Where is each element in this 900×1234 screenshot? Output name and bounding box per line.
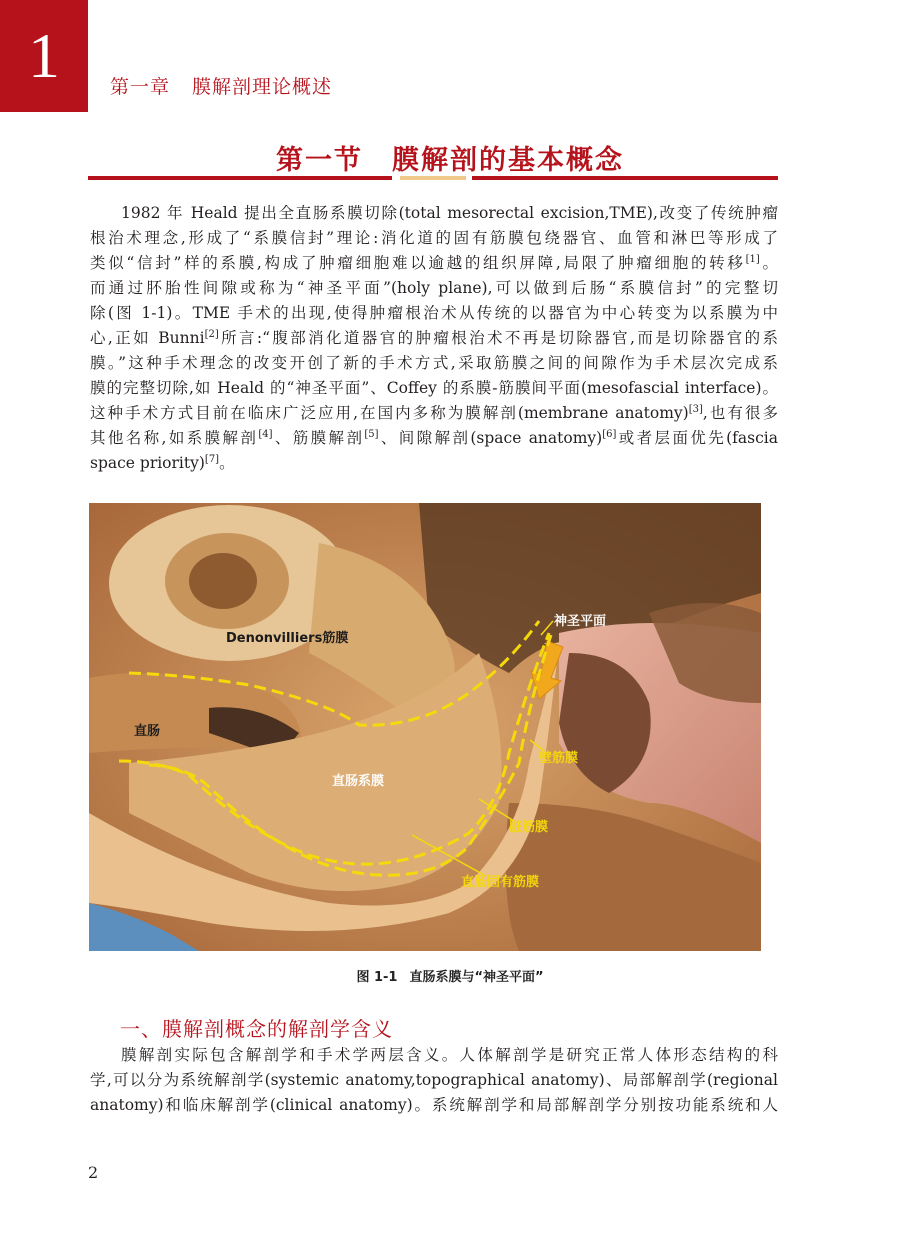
text-line: 学,可以分为系统解剖学(systemic anatomy,topographical anatomy)、局部解剖学(regional <box>90 1071 778 1089</box>
text-line: 膜的完整切除,如 Heald 的“神圣平面”、Coffey 的系膜-筋膜间平面(mesofascial interface)。 <box>90 379 778 397</box>
page-number: 2 <box>88 1163 99 1182</box>
running-header <box>110 72 332 99</box>
anatomy-photo <box>89 503 761 951</box>
subsection-title: 一、膜解剖概念的解剖学含义 <box>120 1017 393 1041</box>
text-line: 类似“信封”样的系膜,构成了肿瘤细胞难以逾越的组织屏障,局限了肿瘤细胞的转移[1]。 <box>90 254 778 272</box>
chapter-number: 1 <box>28 20 60 91</box>
intro-paragraph <box>90 201 778 476</box>
text-line: 而通过肧胎性间隙或称为“神圣平面”(holy plane),可以做到后肠“系膜信封”的完整切 <box>90 279 778 297</box>
chapter-label: 第一章 <box>110 76 171 98</box>
citation: [2] <box>204 329 219 340</box>
label-visceral-fascia: 脏筋膜 <box>509 820 549 835</box>
body-paragraph <box>90 1043 778 1118</box>
figure-caption <box>0 966 900 985</box>
title-rule-accent <box>400 176 466 180</box>
text-line: 心,正如 Bunni[2]所言:“腹部消化道器官的肿瘤根治术不再是切除器官,而是切除器官的系 <box>90 329 778 347</box>
title-rule-left <box>88 176 392 180</box>
chapter-number-badge <box>0 0 88 112</box>
text-line: 1982 年 Heald 提出全直肠系膜切除(total mesorectal excision,TME),改变了传统肿瘤 <box>121 204 778 222</box>
text-line: 其他名称,如系膜解剖[4]、筋膜解剖[5]、间隙解剖(space anatomy)[6]或者层面优先(fascia <box>90 429 778 447</box>
chapter-title: 膜解剖理论概述 <box>192 76 333 98</box>
label-denonvilliers: Denonvilliers筋膜 <box>226 631 349 646</box>
label-rectum: 直肠 <box>134 724 161 739</box>
label-proper-fascia: 直肠固有筋膜 <box>461 875 540 890</box>
text-line: space priority)[7]。 <box>90 454 235 472</box>
text-line: anatomy)和临床解剖学(clinical anatomy)。系统解剖学和局部解剖学分别按功能系统和人 <box>90 1096 778 1114</box>
citation: [3] <box>688 404 703 415</box>
text-line: 除(图 1-1)。TME 手术的出现,使得肿瘤根治术从传统的以器官为中心转变为以系膜为中 <box>90 304 778 322</box>
citation: [1] <box>745 254 760 265</box>
label-parietal-fascia: 壁筋膜 <box>539 751 579 766</box>
label-holy-plane: 神圣平面 <box>554 614 607 629</box>
text-line: 膜。”这种手术理念的改变开创了新的手术方式,采取筋膜之间的间隙作为手术层次完成系 <box>90 354 778 372</box>
section-title: 第一节 膜解剖的基本概念 <box>276 145 624 176</box>
citation: [4] <box>258 429 273 440</box>
text-line: 根治术理念,形成了“系膜信封”理论:消化道的固有筋膜包绕器官、血管和淋巴等形成了 <box>90 229 778 247</box>
text-line: 这种手术方式目前在临床广泛应用,在国内多称为膜解剖(membrane anatomy)[3],也有很多 <box>90 404 778 422</box>
citation: [6] <box>602 429 617 440</box>
citation: [5] <box>364 429 379 440</box>
caption-number: 图 1-1 <box>356 970 398 985</box>
text-line: 膜解剖实际包含解剖学和手术学两层含义。人体解剖学是研究正常人体形态结构的科 <box>121 1046 778 1064</box>
citation: [7] <box>204 454 220 465</box>
caption-text: 直肠系膜与“神圣平面” <box>409 970 544 985</box>
label-mesorectum: 直肠系膜 <box>332 774 385 789</box>
title-rule-right <box>472 176 778 180</box>
